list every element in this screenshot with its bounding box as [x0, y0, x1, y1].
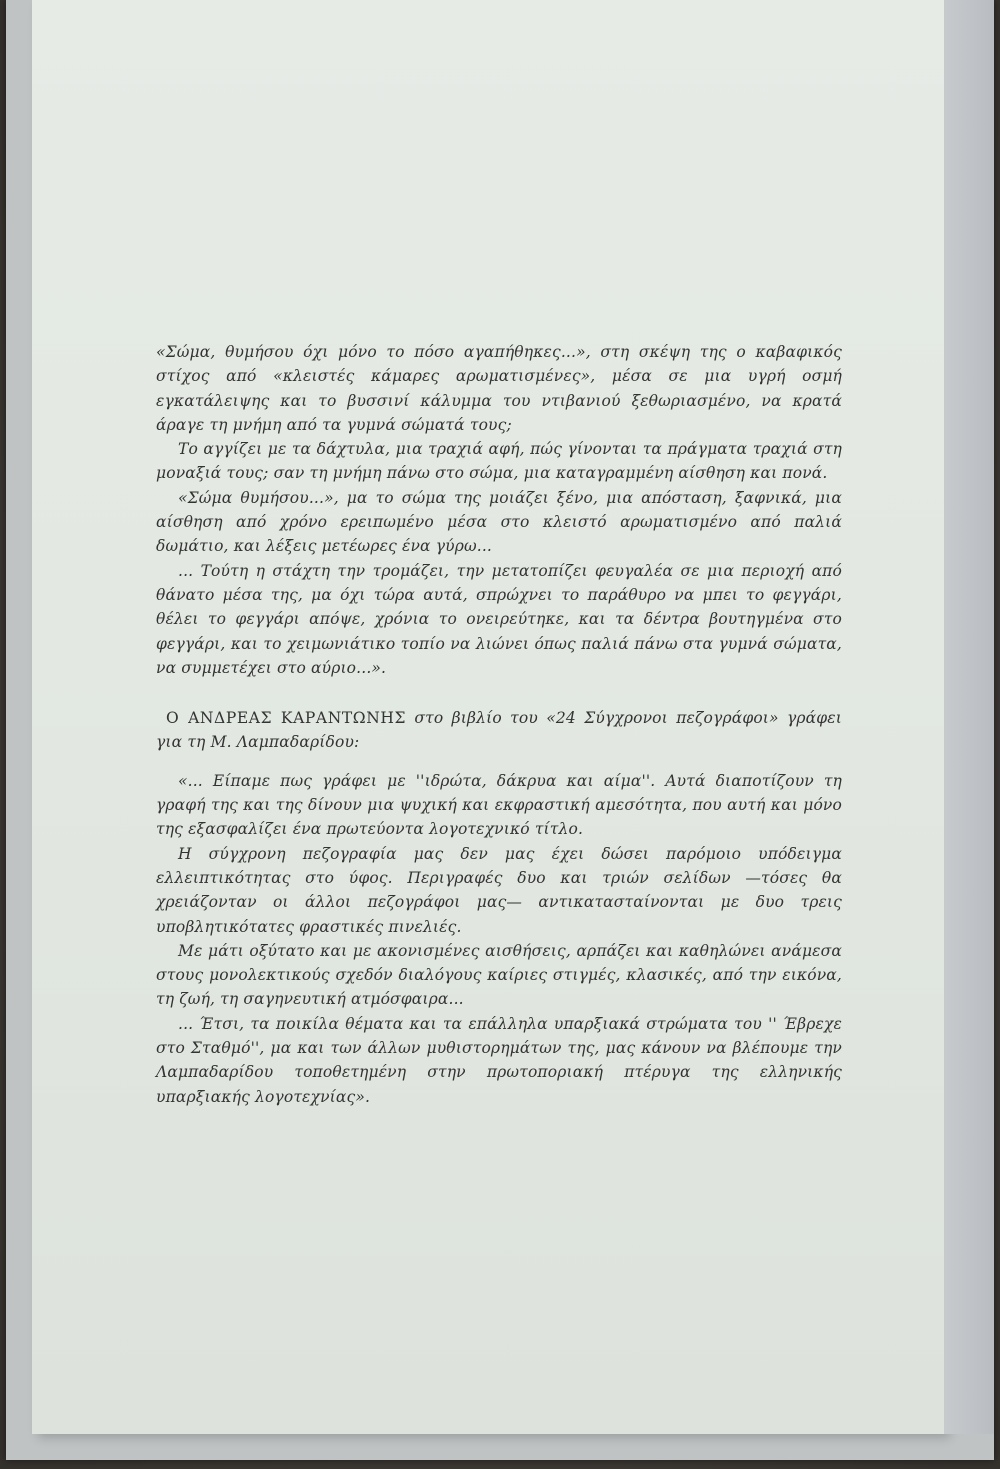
author-name: Ο ΑΝΔΡΕΑΣ ΚΑΡΑΝΤΩΝΗΣ	[166, 709, 407, 728]
excerpt-paragraph-2: Το αγγίζει με τα δάχτυλα, μια τραχιά αφή, πώς γίνονται τα πράγματα τραχιά στη μοναξιά τους; σαν τη μνήμη πάνω στο σώμα, μια καταγραμμένη αίσθηση και πονά.	[156, 440, 842, 483]
attribution-text: στο βιβλίο του «24 Σύγχρονοι πεζογράφοι» γράφει για τη Μ. Λαμπαδαρίδου:	[156, 709, 842, 752]
excerpt-paragraph-4: ... Τούτη η στάχτη την τρομάζει, την μετατοπίζει φευγαλέα σε μια περιοχή από θάνατο μέσα της, μα όχι τώρα αυτά, σπρώχνει το παράθυρο να μπει το φεγγάρι, θέλει το φεγγάρι απόψε, χρόνια το ονειρεύτηκε, και τα δέντρα βουτηγμένα στο φεγγάρι, και το χειμωνιάτικο τοπίο να λιώνει όπως παλιά πάνω στα γυμνά σώματα, να συμμετέχει στο αύριο...».	[156, 561, 842, 677]
page-edges	[944, 0, 994, 1434]
excerpt-paragraph-1: «Σώμα, θυμήσου όχι μόνο το πόσο αγαπήθηκες...», στη σκέψη της ο καβαφικός στίχος από «κλειστές κάμαρες αρωματισμένες», μέσα σε μια υγρή οσμή εγκατάλειψης και το βυσσινί κάλυμμα του ντιβανιού ξεθωριασμένο, να κρατά άραγε τη μνήμη από τα γυμνά σώματά τους;	[156, 343, 842, 434]
excerpt-paragraph-3: «Σώμα θυμήσου...», μα το σώμα της μοιάζει ξένο, μια απόσταση, ξαφνικά, μια αίσθηση από χρόνο ερειπωμένο μέσα στο κλειστό αρωματισμένο από παλιά δωμάτιο, και λέξεις μετέωρες ένα γύρω...	[156, 488, 842, 556]
back-cover-text	[156, 340, 842, 1109]
review-paragraph-1: «... Είπαμε πως γράφει με ''ιδρώτα, δάκρυα και αίμα''. Αυτά διαποτίζουν τη γραφή της και της δίνουν μια ψυχική και εκφραστική αμεσότητα, που αυτή και μόνο της εξασφαλίζει ένα πρωτεύοντα λογοτεχνικό τίτλο.	[156, 771, 842, 839]
review-paragraph-4: ... Έτσι, τα ποικίλα θέματα και τα επάλληλα υπαρξιακά στρώματα του '' Έβρεχε στο Σταθμό'', μα και των άλλων μυθιστορημάτων της, μας κάνουν να βλέπουμε την Λαμπαδαρίδου τοποθετημένη στην πρωτοποριακή πτέρυγα της ελληνικής υπαρξιακής λογοτεχνίας».	[156, 1014, 842, 1106]
review-attribution	[156, 706, 842, 755]
review-paragraph-2: Η σύγχρονη πεζογραφία μας δεν μας έχει δώσει παρόμοιο υπόδειγμα ελλειπτικότητας στο ύφος. Περιγραφές δυο και τριών σελίδων —τόσες θα χρειάζονταν οι άλλοι πεζογράφοι μας— αντικατασταίνονται με δυο τρεις υποβλητικότατες φραστικές πινελιές.	[156, 844, 842, 936]
review-paragraph-3: Με μάτι οξύτατο και με ακονισμένες αισθήσεις, αρπάζει και καθηλώνει ανάμεσα στους μονολεκτικούς σχεδόν διαλόγους καίριες στιγμές, κλασικές, από την εικόνα, τη ζωή, τη σαγηνευτική ατμόσφαιρα...	[156, 941, 842, 1009]
